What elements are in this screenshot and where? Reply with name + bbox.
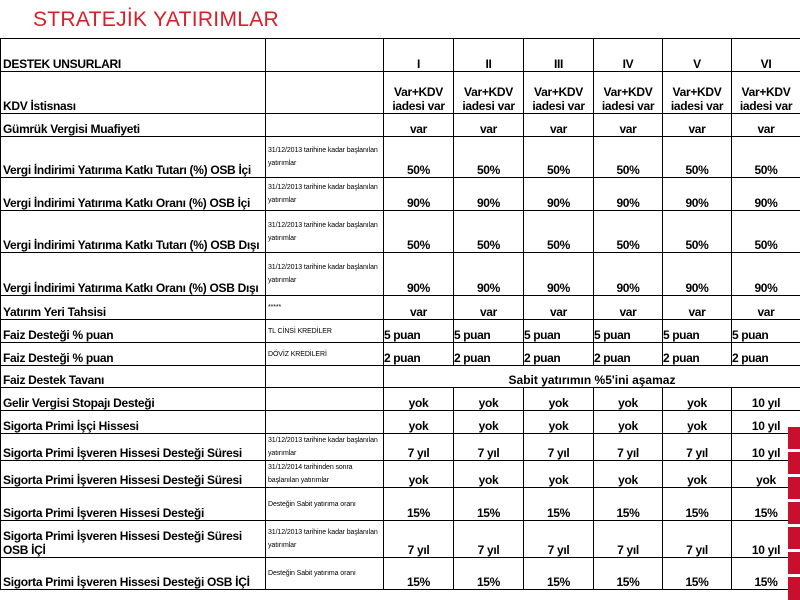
table-row xyxy=(1,211,800,253)
support-table-container xyxy=(0,38,800,600)
region-value: yok xyxy=(384,461,454,488)
region-value: 7 yıl xyxy=(663,434,732,461)
region-value: 10 yıl xyxy=(732,521,800,558)
region-value: 5 puan xyxy=(732,320,800,343)
region-value: 90% xyxy=(663,178,732,211)
region-value: yok xyxy=(663,411,732,434)
row-label: Gümrük Vergisi Muafiyeti xyxy=(1,114,266,137)
region-value: var xyxy=(524,114,594,137)
region-value: 15% xyxy=(732,558,800,590)
region-value: 50% xyxy=(594,137,663,178)
region-value: var xyxy=(732,114,800,137)
region-value: yok xyxy=(663,461,732,488)
region-value: yok xyxy=(524,461,594,488)
row-label: Gelir Vergisi Stopajı Desteği xyxy=(1,388,266,411)
region-value: var xyxy=(663,296,732,320)
row-label: Vergi İndirimi Yatırıma Katkı Tutarı (%) OSB Dışı xyxy=(1,211,266,253)
row-note: 31/12/2013 tarihine kadar başlanılan yatırımlar xyxy=(266,521,384,558)
row-label: Sigorta Primi İşveren Hissesi Desteği Süresi xyxy=(1,434,266,461)
row-note xyxy=(266,72,384,114)
support-table xyxy=(0,38,800,590)
region-value: 50% xyxy=(524,137,594,178)
table-row xyxy=(1,461,800,488)
table-body xyxy=(1,39,800,590)
region-value: yok xyxy=(663,388,732,411)
row-note: 31/12/2013 tarihine kadar başlanılan yatırımlar xyxy=(266,178,384,211)
region-value: 7 yıl xyxy=(594,521,663,558)
row-note: 31/12/2013 tarihine kadar başlanılan yatırımlar xyxy=(266,137,384,178)
region-value: 90% xyxy=(663,253,732,296)
region-value: yok xyxy=(454,411,524,434)
region-value: 50% xyxy=(384,211,454,253)
row-note: ***** xyxy=(266,296,384,320)
red-accent-bar xyxy=(788,577,800,600)
region-value: var xyxy=(594,296,663,320)
region-header: V xyxy=(663,39,732,72)
row-label: Faiz Destek Tavanı xyxy=(1,366,266,388)
region-value: 7 yıl xyxy=(524,434,594,461)
table-row xyxy=(1,253,800,296)
region-value: 2 puan xyxy=(524,343,594,366)
table-row xyxy=(1,521,800,558)
region-value: 50% xyxy=(384,137,454,178)
region-value: 7 yıl xyxy=(663,521,732,558)
region-value: 10 yıl xyxy=(732,411,800,434)
row-label: Sigorta Primi İşveren Hissesi Desteği OSB İÇİ xyxy=(1,558,266,590)
region-value: Var+KDV iadesi var xyxy=(732,72,800,114)
region-value: 15% xyxy=(594,558,663,590)
red-accent-bar xyxy=(788,427,800,449)
region-value: 50% xyxy=(454,211,524,253)
region-header: III xyxy=(524,39,594,72)
table-row xyxy=(1,296,800,320)
region-value: 90% xyxy=(384,178,454,211)
region-value: 7 yıl xyxy=(594,434,663,461)
region-value: 15% xyxy=(663,488,732,521)
region-value: 50% xyxy=(454,137,524,178)
region-value: 15% xyxy=(384,558,454,590)
red-accent-bar xyxy=(788,477,800,499)
region-value: Var+KDV iadesi var xyxy=(384,72,454,114)
red-accent-bar xyxy=(788,552,800,574)
region-value: 50% xyxy=(524,211,594,253)
table-row xyxy=(1,343,800,366)
row-note xyxy=(266,114,384,137)
region-value: 50% xyxy=(732,211,800,253)
region-value: 5 puan xyxy=(524,320,594,343)
region-value: yok xyxy=(524,388,594,411)
column-header-label: DESTEK UNSURLARI xyxy=(1,39,266,72)
region-value: var xyxy=(663,114,732,137)
region-value: 15% xyxy=(524,558,594,590)
region-value: yok xyxy=(594,388,663,411)
table-row xyxy=(1,137,800,178)
row-note: DÖVİZ KREDİLERİ xyxy=(266,343,384,366)
region-value: 90% xyxy=(384,253,454,296)
region-value: 5 puan xyxy=(594,320,663,343)
region-value: Var+KDV iadesi var xyxy=(454,72,524,114)
region-value: 5 puan xyxy=(663,320,732,343)
row-note: 31/12/2014 tarihinden sonra başlanılan yatırımlar xyxy=(266,461,384,488)
region-value: yok xyxy=(524,411,594,434)
region-value: 5 puan xyxy=(384,320,454,343)
region-value: 15% xyxy=(454,558,524,590)
row-note xyxy=(266,366,384,388)
row-label: Vergi İndirimi Yatırıma Katkı Tutarı (%) OSB İçi xyxy=(1,137,266,178)
region-value: yok xyxy=(384,388,454,411)
region-value: 2 puan xyxy=(732,343,800,366)
row-note: Desteğin Sabit yatırıma oranı xyxy=(266,488,384,521)
row-label: Sigorta Primi İşveren Hissesi Desteği xyxy=(1,488,266,521)
table-row xyxy=(1,558,800,590)
row-note: Desteğin Sabit yatırıma oranı xyxy=(266,558,384,590)
row-note: 31/12/2013 tarihine kadar başlanılan yatırımlar xyxy=(266,434,384,461)
row-label: KDV İstisnası xyxy=(1,72,266,114)
region-value: yok xyxy=(594,411,663,434)
region-header: I xyxy=(384,39,454,72)
region-value: var xyxy=(454,296,524,320)
region-value: 50% xyxy=(663,137,732,178)
region-value: yok xyxy=(454,461,524,488)
region-value: var xyxy=(524,296,594,320)
row-label: Vergi İndirimi Yatırıma Katkı Oranı (%) OSB Dışı xyxy=(1,253,266,296)
region-value: var xyxy=(454,114,524,137)
region-value: 10 yıl xyxy=(732,434,800,461)
region-value: 10 yıl xyxy=(732,388,800,411)
row-label: Sigorta Primi İşveren Hissesi Desteği Süresi xyxy=(1,461,266,488)
row-note: TL CİNSİ KREDİLER xyxy=(266,320,384,343)
table-row xyxy=(1,114,800,137)
region-header: VI xyxy=(732,39,800,72)
region-value: var xyxy=(384,296,454,320)
column-header-note xyxy=(266,39,384,72)
table-row xyxy=(1,366,800,388)
region-value: 2 puan xyxy=(594,343,663,366)
region-value: 7 yıl xyxy=(454,521,524,558)
row-label: Faiz Desteği % puan xyxy=(1,343,266,366)
region-value: 15% xyxy=(732,488,800,521)
region-value: yok xyxy=(454,388,524,411)
row-label: Yatırım Yeri Tahsisi xyxy=(1,296,266,320)
region-value: Var+KDV iadesi var xyxy=(594,72,663,114)
region-value: 50% xyxy=(732,137,800,178)
region-value: 2 puan xyxy=(663,343,732,366)
region-value: var xyxy=(732,296,800,320)
region-value: var xyxy=(384,114,454,137)
region-header: II xyxy=(454,39,524,72)
region-value: 7 yıl xyxy=(524,521,594,558)
table-row xyxy=(1,434,800,461)
region-value: 90% xyxy=(524,253,594,296)
region-value: 15% xyxy=(524,488,594,521)
region-value: 90% xyxy=(524,178,594,211)
region-value: yok xyxy=(594,461,663,488)
region-value: 2 puan xyxy=(454,343,524,366)
region-value: Var+KDV iadesi var xyxy=(524,72,594,114)
region-value: 7 yıl xyxy=(384,434,454,461)
row-label: Vergi İndirimi Yatırıma Katkı Oranı (%) OSB İçi xyxy=(1,178,266,211)
region-value: 90% xyxy=(594,178,663,211)
table-header-row xyxy=(1,39,800,72)
region-value: 15% xyxy=(663,558,732,590)
region-value: 50% xyxy=(663,211,732,253)
row-note: 31/12/2013 tarihine kadar başlanılan yatırımlar xyxy=(266,253,384,296)
row-note xyxy=(266,411,384,434)
region-value: 15% xyxy=(594,488,663,521)
region-value: 2 puan xyxy=(384,343,454,366)
table-row xyxy=(1,411,800,434)
region-value: 90% xyxy=(454,253,524,296)
row-label: Sigorta Primi İşveren Hissesi Desteği Süresi OSB İÇİ xyxy=(1,521,266,558)
region-value: 5 puan xyxy=(454,320,524,343)
region-value: 7 yıl xyxy=(454,434,524,461)
region-value: Var+KDV iadesi var xyxy=(663,72,732,114)
region-value: 50% xyxy=(594,211,663,253)
page-title: STRATEJİK YATIRIMLAR xyxy=(33,8,279,31)
table-row xyxy=(1,320,800,343)
region-value: yok xyxy=(732,461,800,488)
region-header: IV xyxy=(594,39,663,72)
region-value: 15% xyxy=(384,488,454,521)
region-value: 90% xyxy=(454,178,524,211)
region-value: 7 yıl xyxy=(384,521,454,558)
region-value: 90% xyxy=(594,253,663,296)
red-accent-bar xyxy=(788,527,800,549)
table-row xyxy=(1,388,800,411)
row-note: 31/12/2013 tarihine kadar başlanılan yatırımlar xyxy=(266,211,384,253)
red-accent-bar xyxy=(788,452,800,474)
region-value: yok xyxy=(384,411,454,434)
row-note xyxy=(266,388,384,411)
region-value: 15% xyxy=(454,488,524,521)
red-accent-bar xyxy=(788,502,800,524)
row-span-value: Sabit yatırımın %5'ini aşamaz xyxy=(384,366,800,388)
region-value: 90% xyxy=(732,178,800,211)
row-label: Sigorta Primi İşçi Hissesi xyxy=(1,411,266,434)
region-value: var xyxy=(594,114,663,137)
table-row xyxy=(1,72,800,114)
region-value: 90% xyxy=(732,253,800,296)
table-row xyxy=(1,178,800,211)
row-label: Faiz Desteği % puan xyxy=(1,320,266,343)
table-row xyxy=(1,488,800,521)
